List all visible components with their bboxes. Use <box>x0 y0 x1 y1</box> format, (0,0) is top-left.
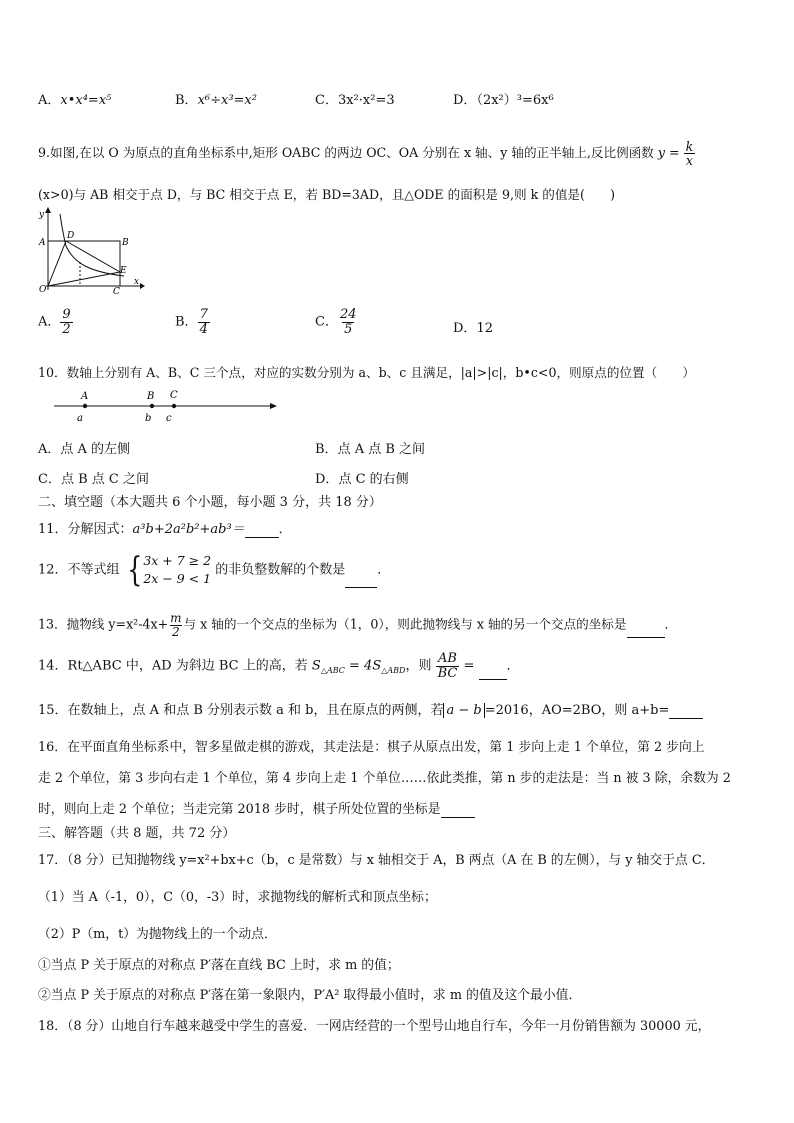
section-fill-in-heading: 二、填空题（本大题共 6 个小题，每小题 3 分，共 18 分） <box>38 495 382 510</box>
q16-line3: 时，则向上走 2 个单位；当走完第 2018 步时，棋子所处位置的坐标是 <box>38 802 475 818</box>
q10-option-a: A．点 A 的左侧 <box>38 442 131 457</box>
q17-line1: 17．（8 分）已知抛物线 y=x²+bx+c（b，c 是常数）与 x 轴相交于 A，B 两点（A 在 B 的左侧），与 y 轴交于点 C． <box>38 853 715 868</box>
q10-option-d: D．点 C 的右侧 <box>315 472 409 487</box>
q13-answer-blank <box>627 637 665 638</box>
q16-answer-blank <box>441 817 475 818</box>
q17-line5: ②当点 P 关于原点的对称点 P′落在第一象限内，P′A² 取得最小值时，求 m 的值及这个最小值． <box>38 988 582 1003</box>
axis-label-a: a <box>77 413 83 424</box>
q16-line2: 走 2 个单位，第 3 步向右走 1 个单位，第 4 步向上走 1 个单位……依此类推，第 n 步的走法是：当 n 被 3 除，余数为 2 <box>38 771 731 786</box>
fig-label-y: y <box>39 210 45 220</box>
fig-label-E: E <box>120 266 127 276</box>
q12-inequality-system: { 3x + 7 ≥ 2 2x − 9 < 1 <box>126 550 212 591</box>
q10-text: 10．数轴上分别有 A、B、C 三个点，对应的实数分别为 a、b、c 且满足，|a|>|c|，b•c<0，则原点的位置（ ） <box>38 365 695 380</box>
q8-option-c: C．3x²·x²=3 <box>315 93 395 108</box>
q10-number-line <box>52 388 282 426</box>
q12: 12．不等式组 { 3x + 7 ≥ 2 2x − 9 < 1 的非负整数解的个数是 ． <box>38 550 391 591</box>
fig-label-A: A <box>39 238 46 248</box>
q16-line1: 16．在平面直角坐标系中，智多星做走棋的游戏，其走法是：棋子从原点出发，第 1 步向上走 1 个单位，第 2 步向上 <box>38 740 705 755</box>
q9-option-b: B． $\frac{7}{4}$ <box>175 307 208 337</box>
axis-label-b: b <box>145 413 152 424</box>
q15-answer-blank <box>669 718 703 719</box>
q13: 13．抛物线 y=x²-4x+ $\frac{m}{2}$ 与 x 轴的一个交点的坐标为（1，0），则此抛物线与 x 轴的另一个交点的坐标是 ． <box>38 611 678 639</box>
fig-label-O: O <box>39 285 47 294</box>
fig-label-x: x <box>134 277 140 287</box>
q9-line2: (x>0)与 AB 相交于点 D，与 BC 相交于点 E，若 BD=3AD，且△ODE 的面积是 9,则 k 的值是( ) <box>38 187 616 202</box>
axis-label-B: B <box>147 391 155 402</box>
q9-line1: 9.如图,在以 O 为原点的直角坐标系中,矩形 OABC 的两边 OC、OA 分别在 x 轴、y 轴的正半轴上,反比例函数 y = $\frac{k}{x}$ <box>38 139 694 169</box>
q9-option-a: A． $\frac{9}{2}$ <box>38 307 71 337</box>
fig-label-D: D <box>67 231 75 241</box>
q9-option-c: C． $\frac{24}{5}$ <box>315 307 357 337</box>
fig-label-C: C <box>113 287 120 294</box>
q11-answer-blank <box>245 537 279 538</box>
axis-label-A: A <box>81 391 89 402</box>
q10-option-c: C．点 B 点 C 之间 <box>38 472 149 487</box>
q18-line1: 18．（8 分）山地自行车越来越受中学生的喜爱．一网店经营的一个型号山地自行车，今年一月份销售额为 30000 元， <box>38 1019 711 1034</box>
q11: 11．分解因式：a³b+2a²b²+ab³＝ ． <box>38 522 292 537</box>
q9-figure <box>36 206 146 294</box>
q15: 15．在数轴上，点 A 和点 B 分别表示数 a 和 b，且在原点的两侧，若 a − b =2016，AO=2BO，则 a+b= <box>38 703 703 719</box>
fig-label-B: B <box>122 238 129 248</box>
q9-option-d: D．12 <box>453 321 493 336</box>
q17-line2: （1）当 A（-1，0），C（0，-3）时，求抛物线的解析式和顶点坐标； <box>38 890 437 905</box>
section-solve-heading: 三、解答题（共 8 题，共 72 分） <box>38 826 236 841</box>
q8-option-a: A．x•x⁴=x⁵ <box>38 93 112 108</box>
q14: 14．Rt△ABC 中，AD 为斜边 BC 上的高，若 $S_{\triangle ABC} = 4S_{\triangle ABD}$，则 $\frac{AB}{BC}$ = ． <box>38 651 520 681</box>
axis-label-c: c <box>166 413 172 424</box>
q12-answer-blank <box>345 587 377 588</box>
axis-label-C: C <box>170 390 178 401</box>
q17-line4: ①当点 P 关于原点的对称点 P′落在直线 BC 上时，求 m 的值； <box>38 958 400 973</box>
q10-option-b: B．点 A 点 B 之间 <box>315 442 426 457</box>
q8-option-d: D．（2x²）³=6x⁶ <box>453 93 554 108</box>
q8-option-b: B．x⁶÷x³=x² <box>175 93 257 108</box>
q17-line3: （2）P（m，t）为抛物线上的一个动点． <box>38 927 277 942</box>
q14-answer-blank <box>479 679 507 680</box>
